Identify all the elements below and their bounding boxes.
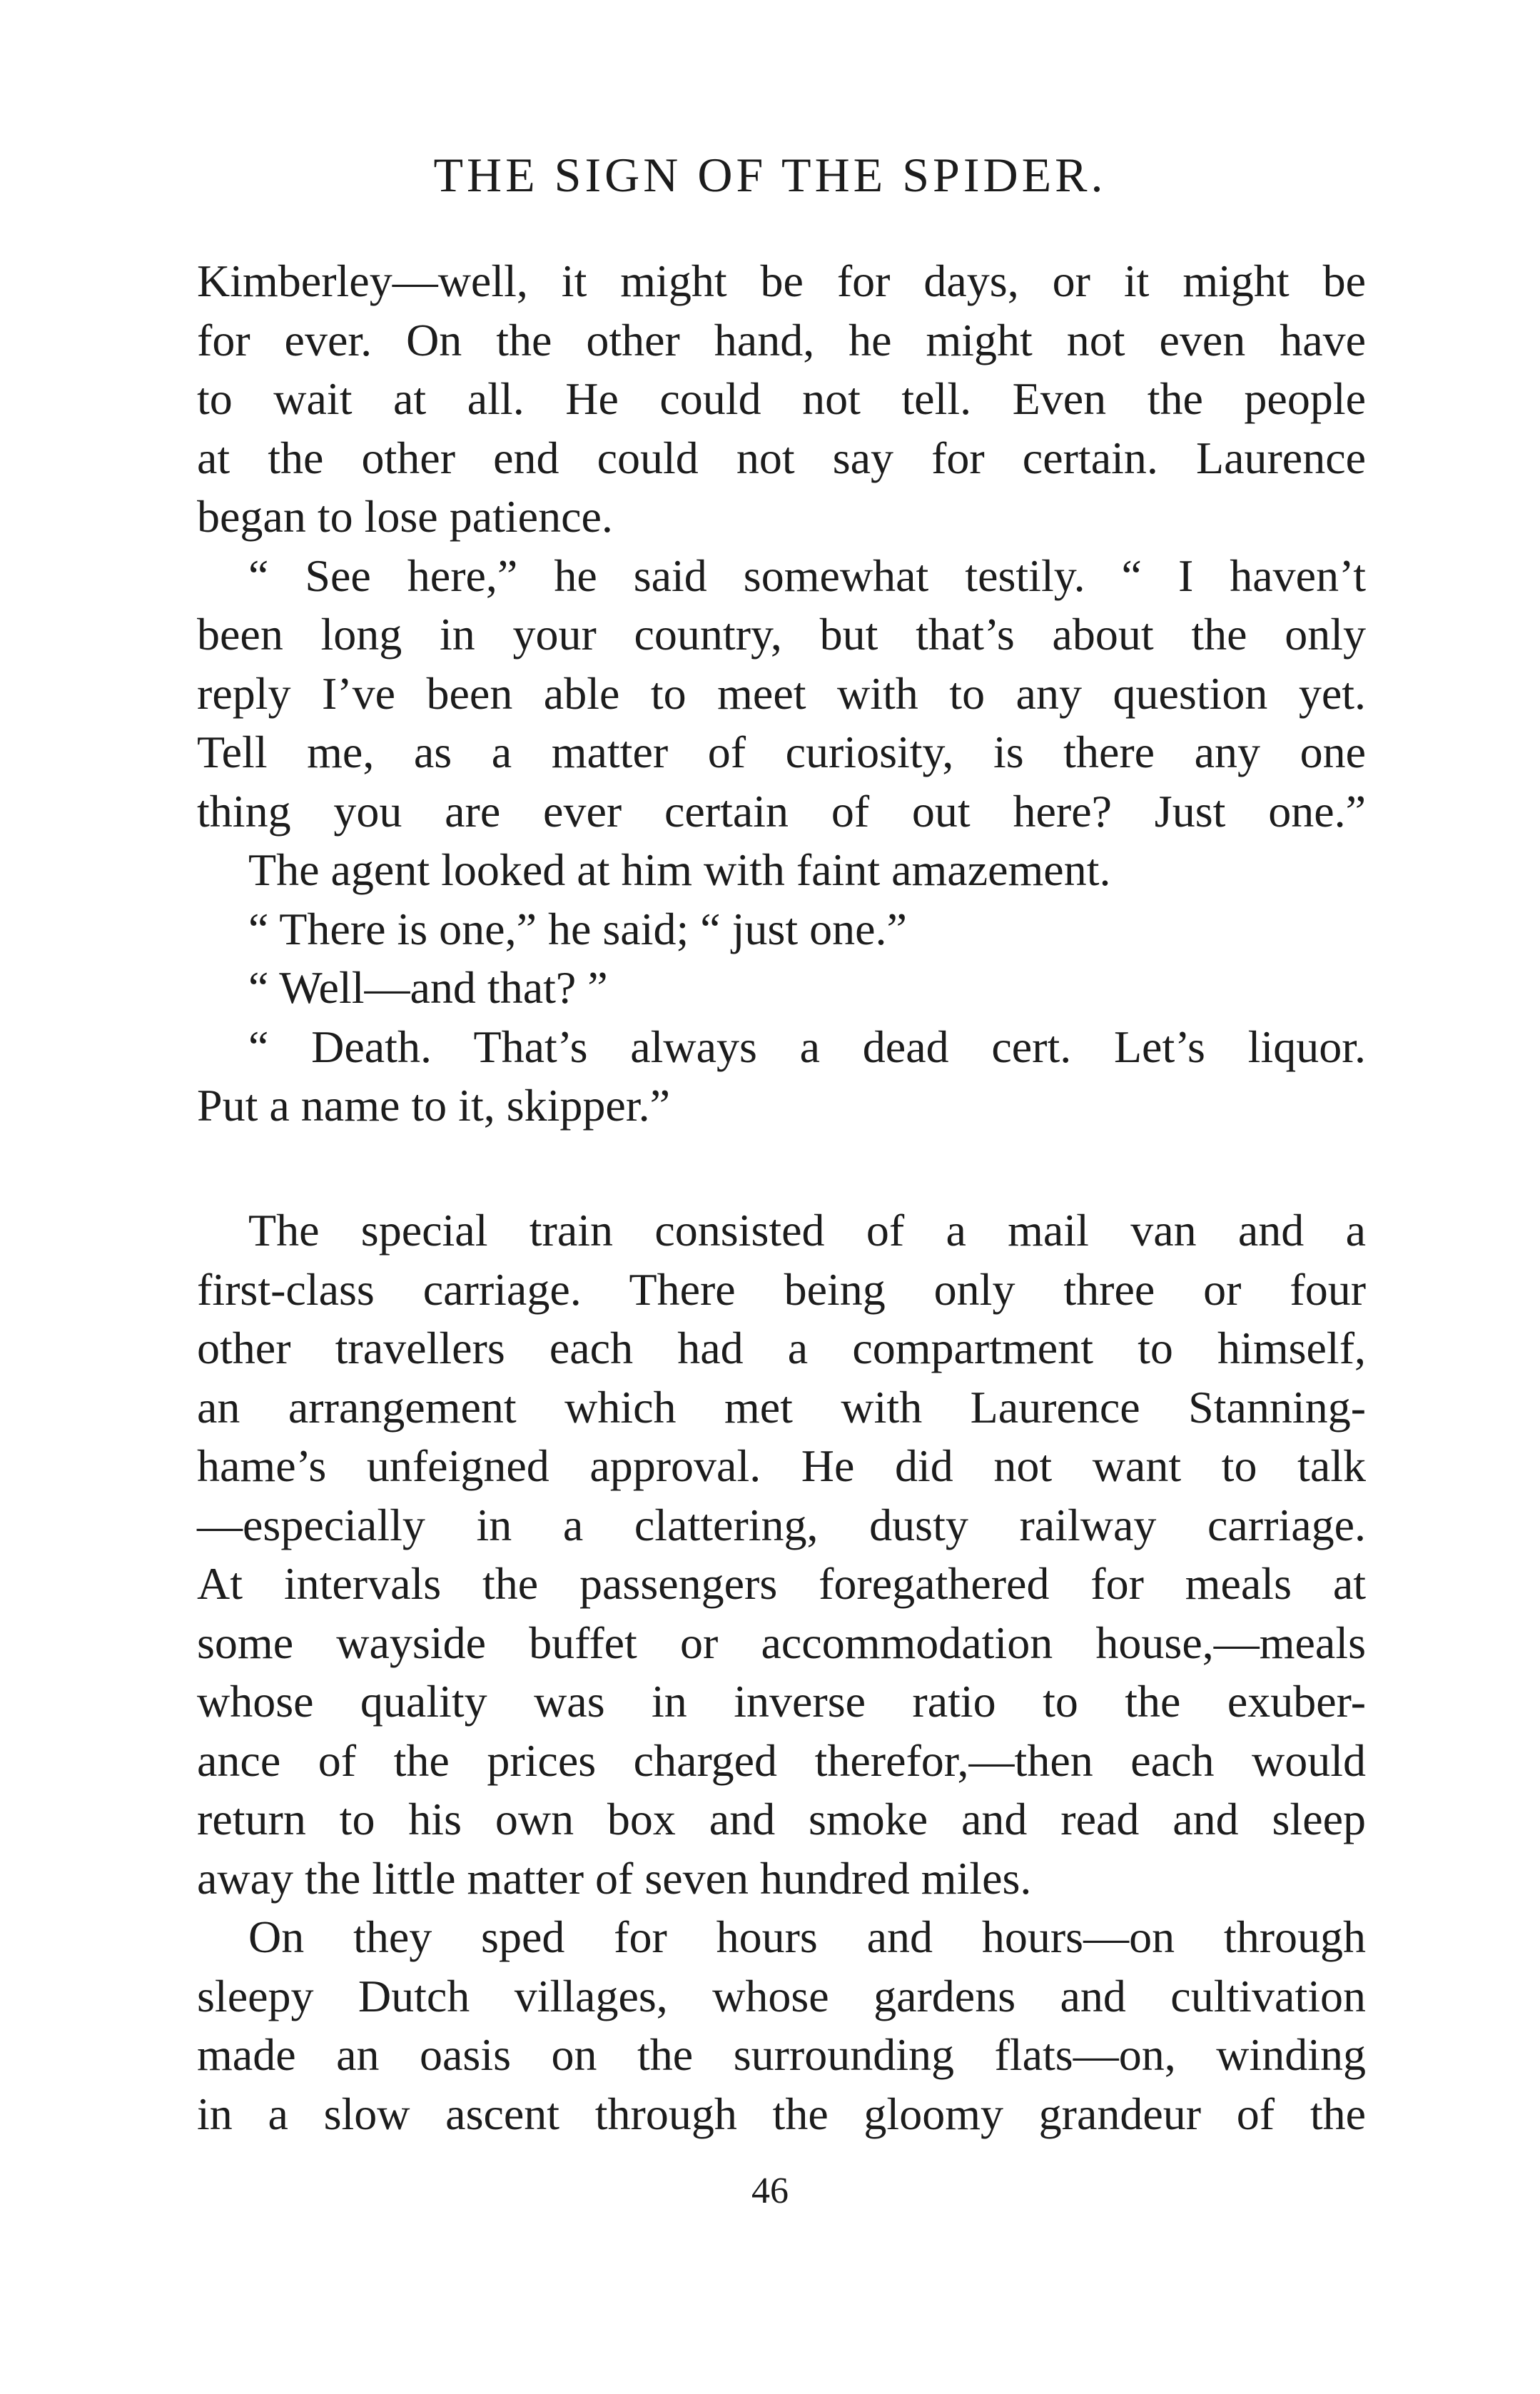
text-line: “ See here,” he said somewhat testily. “ I haven’t — [248, 550, 1366, 601]
text-line: at the other end could not say for certain. Laurence — [197, 432, 1366, 483]
text-line: in a slow ascent through the gloomy grandeur of the — [197, 2088, 1366, 2139]
text-line: been long in your country, but that’s about the only — [197, 609, 1366, 660]
text-line: At intervals the passengers foregathered for meals at — [197, 1558, 1366, 1609]
text-line: for ever. On the other hand, he might not even have — [197, 314, 1366, 365]
text-line: first-class carriage. There being only three or four — [197, 1263, 1366, 1315]
text-block-narrative — [197, 1201, 1366, 2143]
text-line: The special train consisted of a mail van and a — [248, 1205, 1366, 1256]
text-line: sleepy Dutch villages, whose gardens and cultivation — [197, 1970, 1366, 2021]
text-line: On they sped for hours and hours—on through — [248, 1911, 1366, 1962]
text-line: “ Well—and that? ” — [248, 962, 608, 1013]
text-line: to wait at all. He could not tell. Even the people — [197, 373, 1366, 424]
text-line: hame’s unfeigned approval. He did not want to talk — [197, 1440, 1366, 1491]
page-number: 46 — [751, 2171, 789, 2211]
text-line: “ There is one,” he said; “ just one.” — [248, 903, 907, 954]
text-line: reply I’ve been able to meet with to any question yet. — [197, 667, 1366, 719]
text-line: —especially in a clattering, dusty railway carriage. — [197, 1499, 1366, 1550]
text-line: Tell me, as a matter of curiosity, is there any one — [197, 727, 1366, 777]
text-line: away the little matter of seven hundred miles. — [197, 1852, 1032, 1904]
text-line: began to lose patience. — [197, 491, 613, 542]
text-line: made an oasis on the surrounding flats—on, winding — [197, 2029, 1366, 2080]
text-line: other travellers each had a compartment to himself, — [197, 1323, 1366, 1373]
text-line: Kimberley—well, it might be for days, or it might be — [197, 256, 1366, 306]
text-line: ance of the prices charged therefor,—then each would — [197, 1734, 1366, 1786]
text-line: “ Death. That’s always a dead cert. Let’s liquor. — [248, 1021, 1366, 1072]
text-line: Put a name to it, skipper.” — [197, 1080, 670, 1131]
text-line: some wayside buffet or accommodation house,—meals — [197, 1617, 1366, 1668]
text-line: whose quality was in inverse ratio to the exuber- — [197, 1676, 1366, 1727]
text-line: an arrangement which met with Laurence Stanning- — [197, 1381, 1366, 1433]
text-block-dialogue — [197, 252, 1366, 1136]
running-title: THE SIGN OF THE SPIDER. — [433, 148, 1107, 202]
text-line: The agent looked at him with faint amazement. — [248, 844, 1111, 895]
text-line: return to his own box and smoke and read and sleep — [197, 1794, 1366, 1844]
text-line: thing you are ever certain of out here? Just one.” — [197, 785, 1366, 837]
